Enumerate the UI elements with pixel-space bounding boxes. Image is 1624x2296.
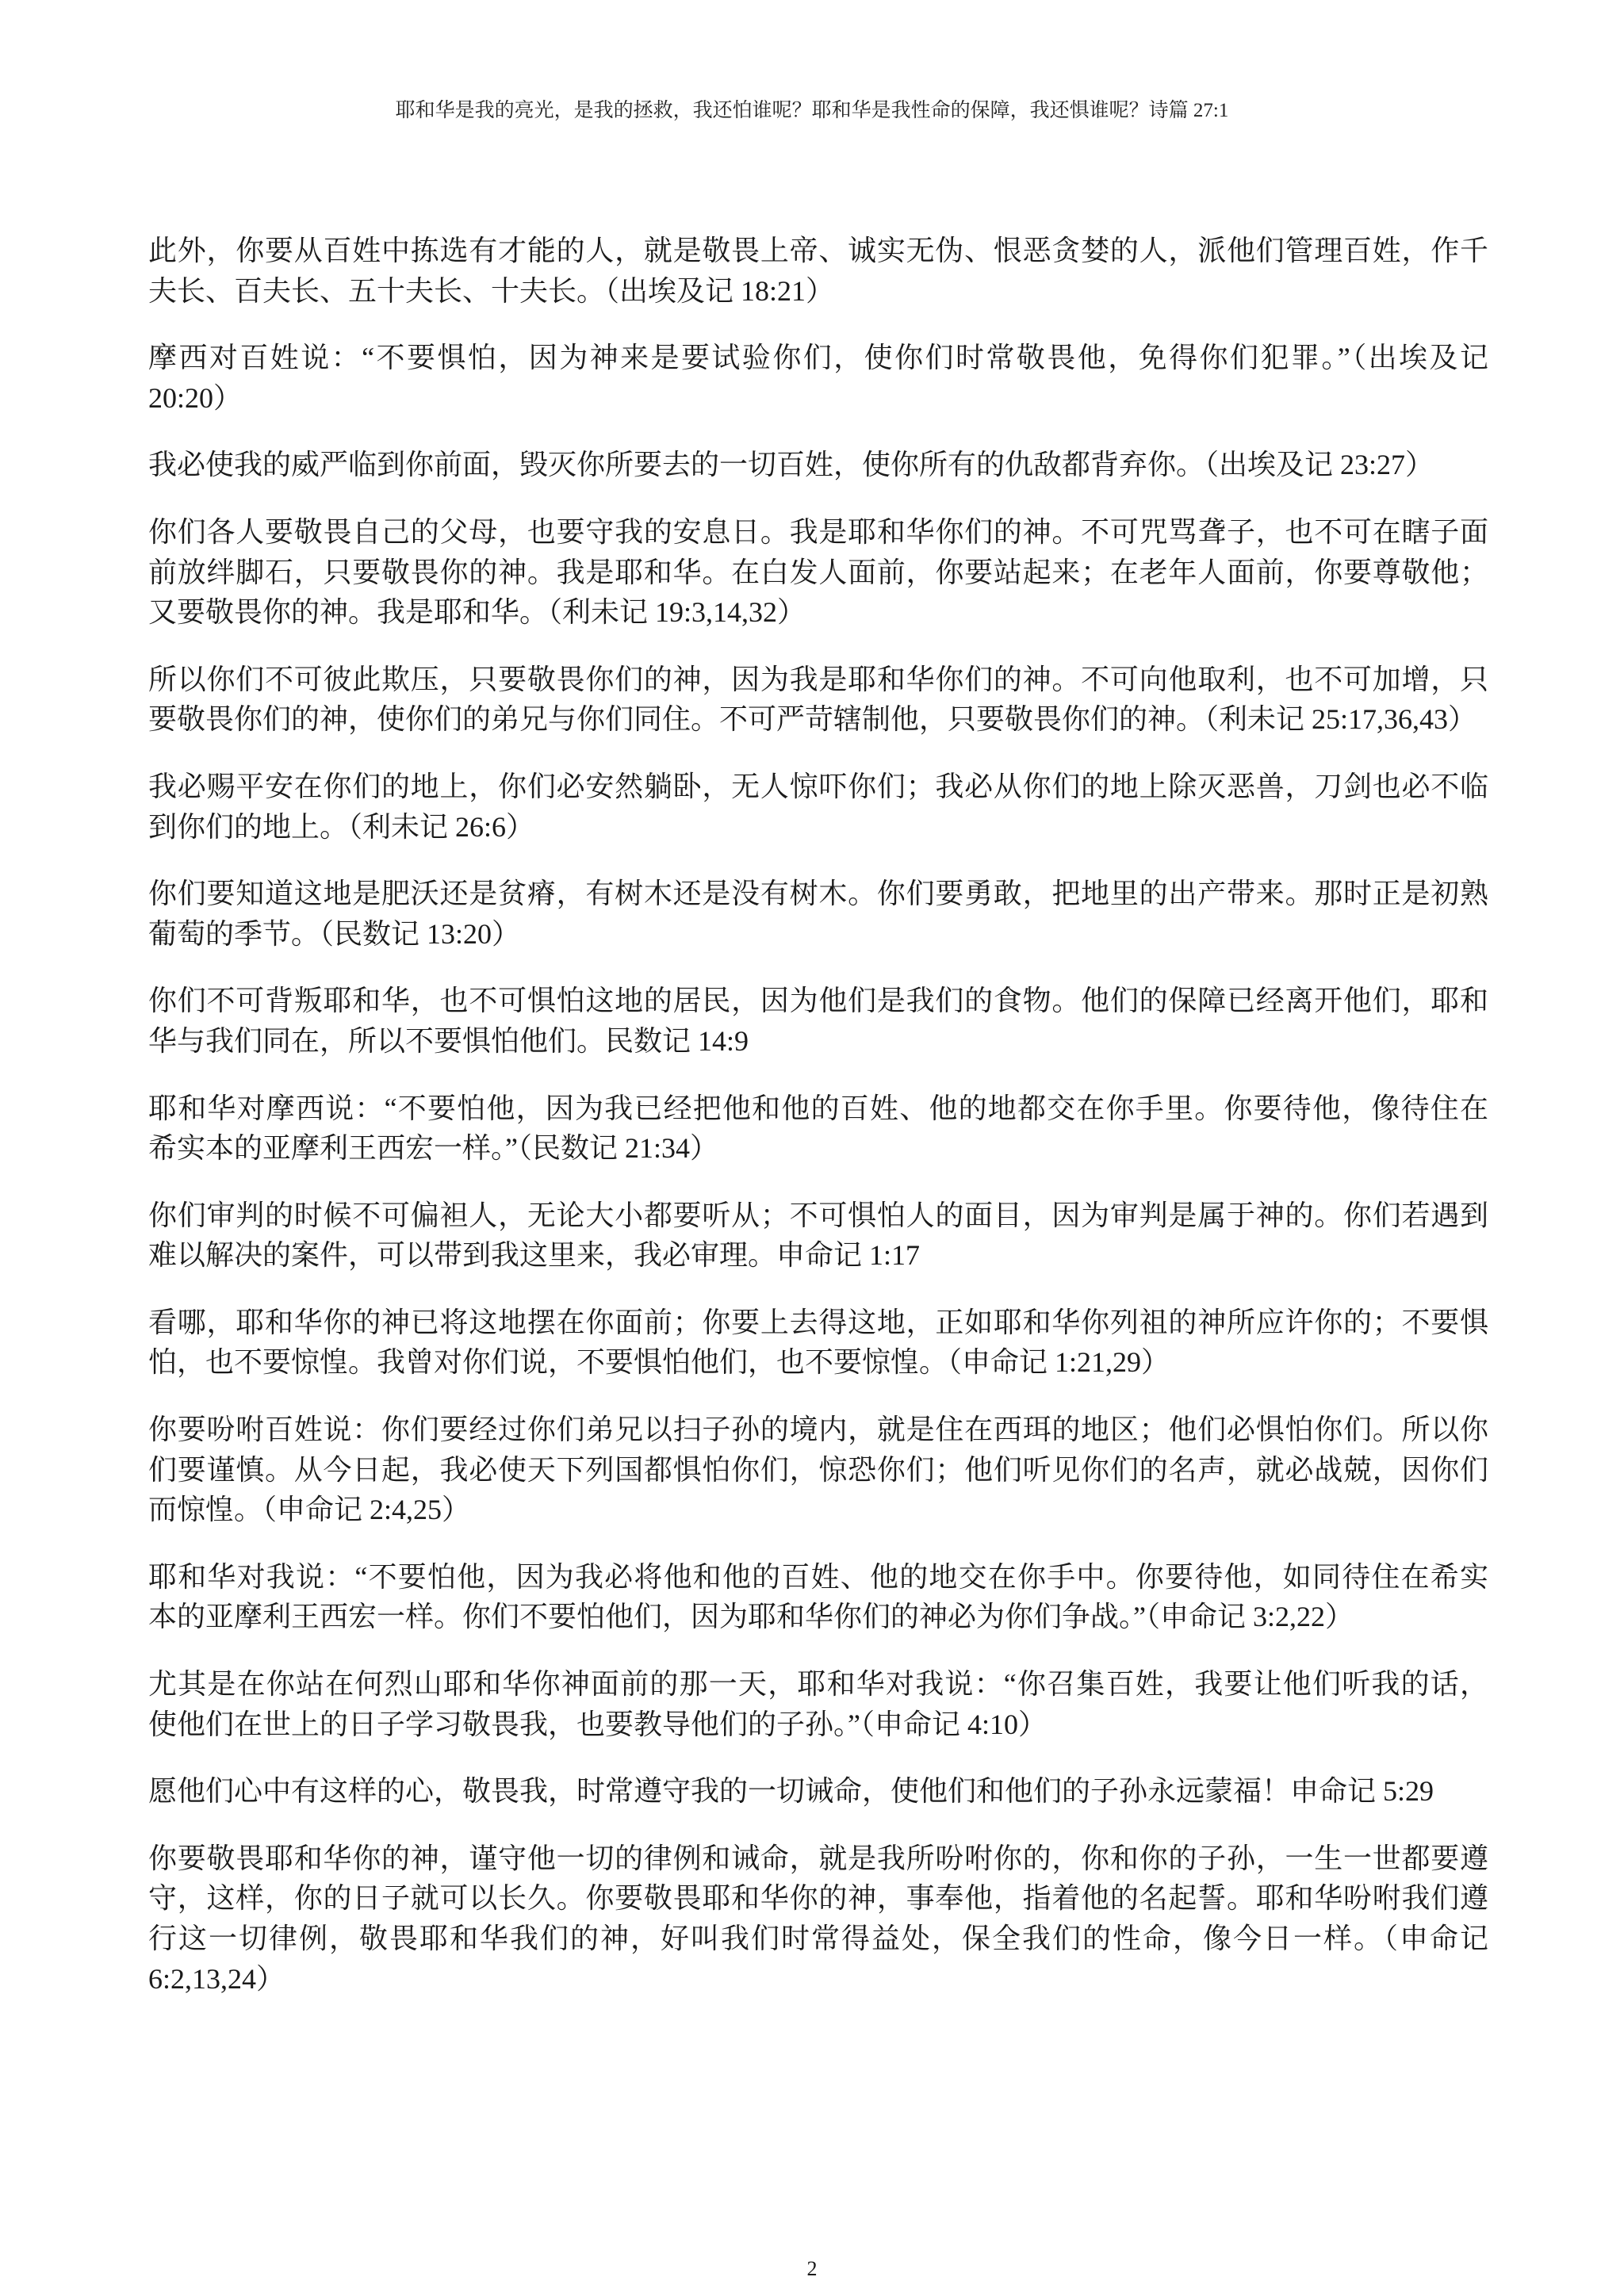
paragraph-line: 要敬畏你们的神，使你们的弟兄与你们同住。不可严苛辖制他，只要敬畏你们的神。（利未记 25:17,36,43）: [148, 703, 1477, 736]
paragraph-line: 你们不可背叛耶和华，也不可惧怕这地的居民，因为他们是我们的食物。他们的保障已经离开他们，耶和: [148, 985, 1488, 1017]
paragraph-line: 看哪，耶和华你的神已将这地摆在你面前；你要上去得这地，正如耶和华你列祖的神所应许你的；不要惧: [148, 1306, 1488, 1338]
verse-paragraph: [148, 767, 1488, 847]
verse-paragraph: [148, 445, 1488, 485]
paragraph-line: 6:2,13,24）: [148, 1962, 285, 1995]
paragraph-line: 耶和华对我说：“不要怕他，因为我必将他和他的百姓、他的地交在你手中。你要待他，如同待住在希实: [148, 1560, 1488, 1593]
paragraph-line: 你们要知道这地是肥沃还是贫瘠，有树木还是没有树木。你们要勇敢，把地里的出产带来。那时正是初熟: [148, 878, 1488, 910]
paragraph-line: 我必使我的威严临到你前面，毁灭你所要去的一切百姓，使你所有的仇敌都背弃你。（出埃及记 23:27）: [148, 449, 1434, 481]
paragraph-line: 你们审判的时候不可偏袒人，无论大小都要听从；不可惧怕人的面目，因为审判是属于神的。你们若遇到: [148, 1199, 1488, 1231]
paragraph-line: 使他们在世上的日子学习敬畏我，也要教导他们的子孙。”（申命记 4:10）: [148, 1708, 1047, 1740]
paragraph-line: 耶和华对摩西说：“不要怕他，因为我已经把他和他的百姓、他的地都交在你手里。你要待他，像待住在: [148, 1092, 1488, 1124]
paragraph-line: 怕，也不要惊惶。我曾对你们说，不要惧怕他们，也不要惊惶。（申命记 1:21,29）: [148, 1346, 1170, 1379]
page-number: 2: [806, 2257, 818, 2280]
document-body: [148, 231, 1488, 2026]
paragraph-line: 难以解决的案件，可以带到我这里来，我必审理。申命记 1:17: [148, 1239, 921, 1272]
verse-paragraph: [148, 1771, 1488, 1812]
paragraph-line: 你要敬畏耶和华你的神，谨守他一切的律例和诫命，就是我所吩咐你的，你和你的子孙，一生一世都要遵: [148, 1842, 1488, 1874]
paragraph-line: 而惊惶。（申命记 2:4,25）: [148, 1494, 471, 1526]
paragraph-line: 所以你们不可彼此欺压，只要敬畏你们的神，因为我是耶和华你们的神。不可向他取利，也不可加增，只: [148, 663, 1488, 695]
verse-paragraph: [148, 512, 1488, 633]
verse-paragraph: [148, 338, 1488, 418]
paragraph-line: 愿他们心中有这样的心，敬畏我，时常遵守我的一切诫命，使他们和他们的子孙永远蒙福！申命记 5:29: [148, 1775, 1434, 1808]
paragraph-line: 我必赐平安在你们的地上，你们必安然躺卧，无人惊吓你们；我必从你们的地上除灭恶兽，刀剑也必不临: [148, 770, 1488, 802]
paragraph-line: 夫长、百夫长、五十夫长、十夫长。（出埃及记 18:21）: [148, 274, 835, 307]
verse-paragraph: [148, 1557, 1488, 1637]
paragraph-line: 华与我们同在，所以不要惧怕他们。民数记 14:9: [148, 1024, 749, 1057]
verse-paragraph: [148, 660, 1488, 740]
verse-paragraph: [148, 1303, 1488, 1383]
verse-paragraph: [148, 981, 1488, 1061]
paragraph-line: 此外，你要从百姓中拣选有才能的人，就是敬畏上帝、诚实无伪、恨恶贪婪的人，派他们管理百姓，作千: [148, 235, 1488, 266]
verse-paragraph: [148, 1664, 1488, 1744]
paragraph-line: 行这一切律例，敬畏耶和华我们的神，好叫我们时常得益处，保全我们的性命，像今日一样。（申命记: [148, 1923, 1488, 1954]
verse-paragraph: [148, 1089, 1488, 1169]
verse-paragraph: [148, 231, 1488, 311]
paragraph-line: 又要敬畏你的神。我是耶和华。（利未记 19:3,14,32）: [148, 596, 806, 629]
paragraph-line: 到你们的地上。（利未记 26:6）: [148, 810, 535, 843]
running-header: 耶和华是我的亮光，是我的拯救，我还怕谁呢？耶和华是我性命的保障，我还惧谁呢？诗篇 27:1: [395, 100, 1229, 121]
paragraph-line: 摩西对百姓说：“不要惧怕，因为神来是要试验你们，使你们时常敬畏他，免得你们犯罪。”（出埃及记: [148, 342, 1488, 374]
verse-paragraph: [148, 1839, 1488, 1999]
verse-paragraph: [148, 874, 1488, 954]
paragraph-line: 守，这样，你的日子就可以长久。你要敬畏耶和华你的神，事奉他，指着他的名起誓。耶和华吩咐我们遵: [148, 1882, 1488, 1915]
verse-paragraph: [148, 1410, 1488, 1530]
paragraph-line: 你们各人要敬畏自己的父母，也要守我的安息日。我是耶和华你们的神。不可咒骂聋子，也不可在瞎子面: [148, 515, 1488, 548]
paragraph-line: 前放绊脚石，只要敬畏你的神。我是耶和华。在白发人面前，你要站起来；在老年人面前，你要尊敬他；: [148, 556, 1488, 588]
verse-paragraph: [148, 1196, 1488, 1276]
paragraph-line: 本的亚摩利王西宏一样。你们不要怕他们，因为耶和华你们的神必为你们争战。”（申命记 3:2,22）: [148, 1601, 1354, 1633]
paragraph-line: 们要谨慎。从今日起，我必使天下列国都惧怕你们，惊恐你们；他们听见你们的名声，就必战兢，因你们: [148, 1453, 1488, 1486]
paragraph-line: 葡萄的季节。（民数记 13:20）: [148, 917, 521, 950]
paragraph-line: 20:20）: [148, 381, 243, 414]
paragraph-line: 尤其是在你站在何烈山耶和华你神面前的那一天，耶和华对我说：“你召集百姓，我要让他们听我的话，: [148, 1668, 1488, 1701]
paragraph-line: 希实本的亚摩利王西宏一样。”（民数记 21:34）: [148, 1132, 718, 1165]
paragraph-line: 你要吩咐百姓说：你们要经过你们弟兄以扫子孙的境内，就是住在西珥的地区；他们必惧怕你们。所以你: [148, 1414, 1488, 1446]
